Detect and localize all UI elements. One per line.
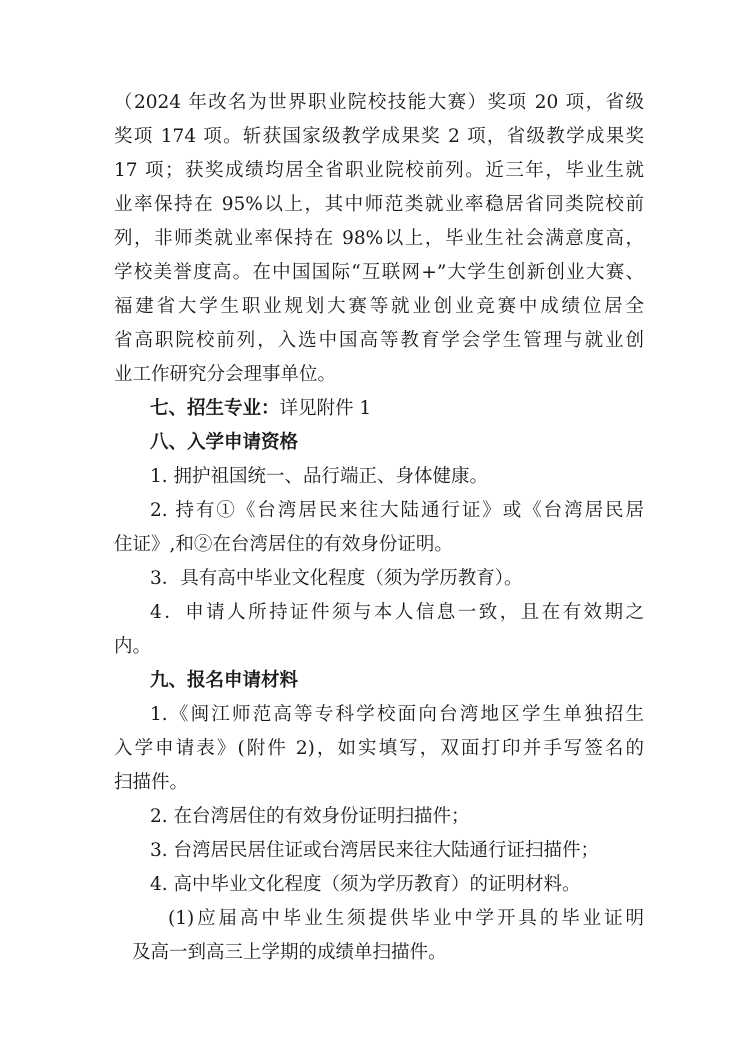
list-item: 3．具有高中毕业文化程度（须为学历教育）。 — [150, 568, 523, 589]
body-line: 17 项；获奖成绩均居全省职业院校前列。近三年，毕业生就 — [114, 160, 644, 181]
body-line: （2024 年改名为世界职业院校技能大赛）奖项 20 项，省级 — [114, 92, 644, 113]
section-heading: 九、报名申请材料 — [150, 670, 299, 691]
sub-list-item-continuation: 及高一到高三上学期的成绩单扫描件。 — [132, 942, 447, 963]
list-item: 4．申请人所持证件须与本人信息一致，且在有效期之 — [150, 602, 644, 623]
body-line: 业率保持在 95%以上，其中师范类就业率稳居省同类院校前 — [114, 194, 644, 215]
list-item-continuation: 内。 — [114, 636, 152, 657]
body-line: 福建省大学生职业规划大赛等就业创业竞赛中成绩位居全 — [114, 296, 644, 317]
section-heading: 七、招生专业： — [150, 398, 280, 419]
list-item: 3. 台湾居民居住证或台湾居民来往大陆通行证扫描件； — [150, 840, 600, 861]
sub-list-item: (1)应届高中毕业生须提供毕业中学开具的毕业证明 — [168, 908, 644, 929]
body-line: 学校美誉度高。在中国国际“互联网+”大学生创新创业大赛、 — [114, 262, 644, 283]
body-line: 奖项 174 项。斩获国家级教学成果奖 2 项，省级教学成果奖 — [114, 126, 644, 147]
body-line: 列，非师类就业率保持在 98%以上，毕业生社会满意度高， — [114, 228, 644, 249]
list-item: 2. 在台湾居住的有效身份证明扫描件； — [150, 806, 470, 827]
section-heading: 八、入学申请资格 — [150, 432, 299, 453]
list-item: 2. 持有①《台湾居民来往大陆通行证》或《台湾居民居 — [150, 500, 644, 521]
list-item: 1.《闽江师范高等专科学校面向台湾地区学生单独招生 — [150, 704, 644, 725]
section-seven-line — [150, 392, 644, 426]
list-item-continuation: 扫描件。 — [114, 772, 189, 793]
list-item: 4. 高中毕业文化程度（须为学历教育）的证明材料。 — [150, 874, 581, 895]
body-line: 省高职院校前列，入选中国高等教育学会学生管理与就业创 — [114, 330, 644, 351]
list-item-continuation: 住证》,和②在台湾居住的有效身份证明。 — [114, 534, 453, 555]
list-item-continuation: 入学申请表》(附件 2)，如实填写，双面打印并手写签名的 — [114, 738, 644, 759]
list-item: 1. 拥护祖国统一、品行端正、身体健康。 — [150, 466, 489, 487]
section-body-text: 详见附件 1 — [279, 398, 372, 419]
body-line: 业工作研究分会理事单位。 — [114, 364, 337, 385]
